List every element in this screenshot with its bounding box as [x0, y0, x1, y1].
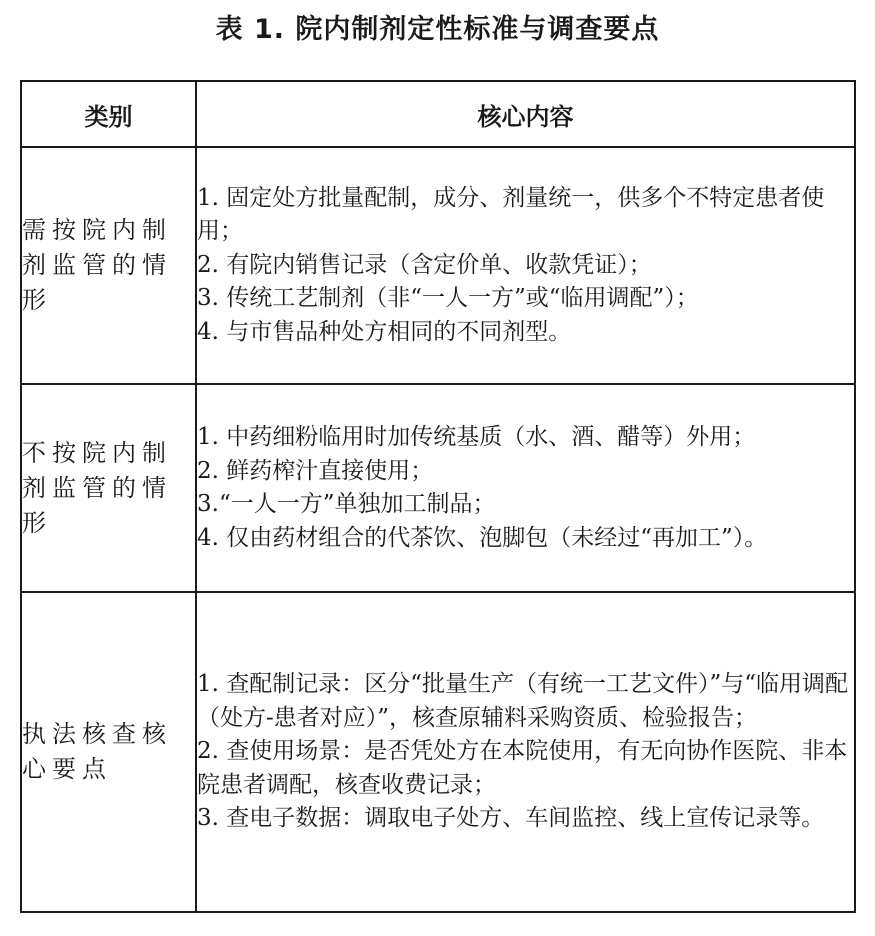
content-item: 4. 与市售品种处方相同的不同剂型。	[197, 318, 572, 345]
table-row	[21, 592, 855, 912]
table-row	[21, 384, 855, 592]
table-header-row	[21, 81, 855, 147]
content-item: 2. 有院内销售记录（含定价单、收款凭证）；	[197, 251, 652, 278]
content-item: 1. 固定处方批量配制，成分、剂量统一，供多个不特定患者使用；	[197, 184, 825, 245]
content-item: 1. 中药细粉临用时加传统基质（水、酒、醋等）外用；	[197, 424, 756, 450]
table-title: 表 1. 院内制剂定性标准与调查要点	[215, 14, 660, 45]
standards-table	[20, 80, 856, 913]
content-item: 3.“一人一方”单独加工制品；	[197, 491, 496, 517]
content-cell	[196, 384, 855, 592]
header-category: 类别	[21, 81, 196, 147]
content-item: 1. 查配制记录：区分“批量生产（有统一工艺文件）”与“临用调配（处方-患者对应）”，核查原辅料采购资质、检验报告；	[197, 671, 849, 731]
content-cell	[196, 592, 855, 912]
category-cell: 需按院内制剂监管的情形	[21, 147, 196, 384]
content-item: 3. 传统工艺制剂（非“一人一方”或“临用调配”）；	[197, 285, 699, 312]
content-item: 2. 鲜药榨汁直接使用；	[197, 457, 434, 484]
content-item: 2. 查使用场景：是否凭处方在本院使用，有无向协作医院、非本院患者调配，核查收费记录；	[197, 738, 848, 798]
content-item: 3. 查电子数据：调取电子处方、车间监控、线上宣传记录等。	[197, 805, 825, 832]
header-content: 核心内容	[196, 81, 855, 147]
category-cell: 不按院内制剂监管的情形	[21, 384, 196, 592]
table-row	[21, 147, 855, 384]
content-cell	[196, 147, 855, 384]
content-item: 4. 仅由药材组合的代茶饮、泡脚包（未经过“再加工”）。	[197, 524, 768, 551]
category-cell: 执法核查核心要点	[21, 592, 196, 912]
